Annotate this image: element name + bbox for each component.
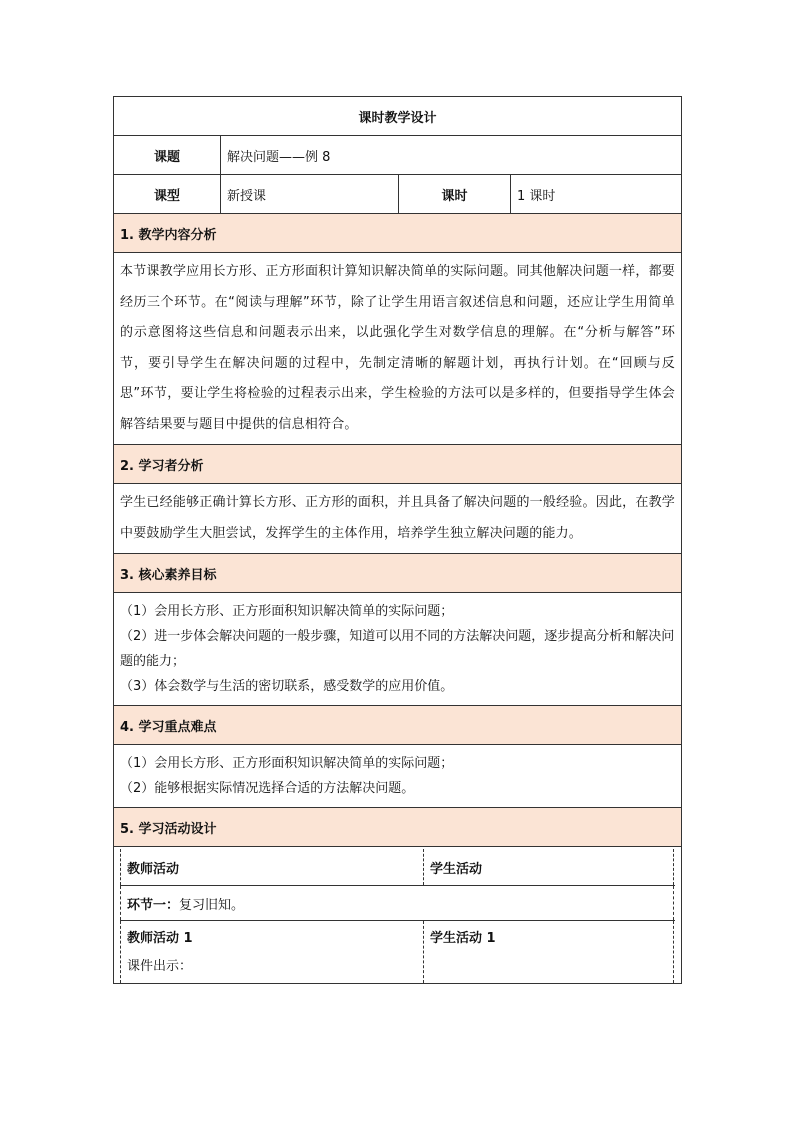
teacher-activity-1-text: 课件出示： [127, 959, 193, 974]
content-analysis-text: 本节课教学应用长方形、正方形面积计算知识解决简单的实际问题。同其他解决问题一样，都要经历三个环节。在“阅读与理解”环节，除了让学生用语言叙述信息和问题，还应让学生用简单的示意图将这些信息和问题表示出来，以此强化学生对数学信息的理解。在“分析与解答”环节，要引导学生在解决问题的过程中，先制定清晰的解题计划，再执行计划。在“回顾与反思”环节，要让学生将检验的过程表示出来，学生检验的方法可以是多样的，但要指导学生体会解答结果要与题目中提供的信息相符合。 [114, 253, 682, 445]
topic-value: 解决问题——例 8 [221, 136, 682, 175]
stage-one-text: 复习旧知。 [179, 897, 245, 913]
learner-analysis-text: 学生已经能够正确计算长方形、正方形的面积，并且具备了解决问题的一般经验。因此，在教学中要鼓励学生大胆尝试，发挥学生的主体作用，培养学生独立解决问题的能力。 [114, 484, 682, 554]
section-literacy-goals-heading: 3. 核心素养目标 [114, 554, 682, 593]
period-value: 1 课时 [511, 175, 682, 214]
student-activity-header: 学生活动 [424, 849, 674, 885]
type-value: 新授课 [221, 175, 399, 214]
section-content-analysis-heading: 1. 教学内容分析 [114, 214, 682, 253]
lesson-plan [113, 96, 681, 984]
teacher-activity-1-title: 教师活动 1 [127, 931, 193, 946]
list-item: （3）体会数学与生活的密切联系，感受数学的应用价值。 [120, 679, 454, 694]
key-difficulties-list [114, 745, 682, 808]
section-key-difficulties-heading: 4. 学习重点难点 [114, 706, 682, 745]
lesson-plan-table [113, 96, 682, 984]
literacy-goals-list [114, 593, 682, 706]
student-activity-1-title: 学生活动 1 [430, 931, 496, 946]
type-label: 课型 [114, 175, 221, 214]
teacher-activity-1 [120, 921, 424, 983]
teacher-activity-header: 教师活动 [120, 849, 424, 885]
list-item: （1）会用长方形、正方形面积知识解决简单的实际问题； [120, 756, 454, 771]
period-label: 课时 [399, 175, 511, 214]
stage-one-row [120, 886, 674, 920]
section-learner-analysis-heading: 2. 学习者分析 [114, 445, 682, 484]
list-item: （1）会用长方形、正方形面积知识解决简单的实际问题； [120, 604, 454, 619]
activity-design-area [114, 847, 682, 984]
stage-one-label: 环节一： [127, 897, 180, 913]
list-item: （2）能够根据实际情况选择合适的方法解决问题。 [120, 781, 415, 796]
student-activity-1 [424, 921, 674, 983]
topic-label: 课题 [114, 136, 221, 175]
section-activity-design-heading: 5. 学习活动设计 [114, 808, 682, 847]
list-item: （2）进一步体会解决问题的一般步骤，知道可以用不同的方法解决问题，逐步提高分析和解决问题的能力； [120, 629, 675, 669]
document-title: 课时教学设计 [114, 97, 682, 136]
